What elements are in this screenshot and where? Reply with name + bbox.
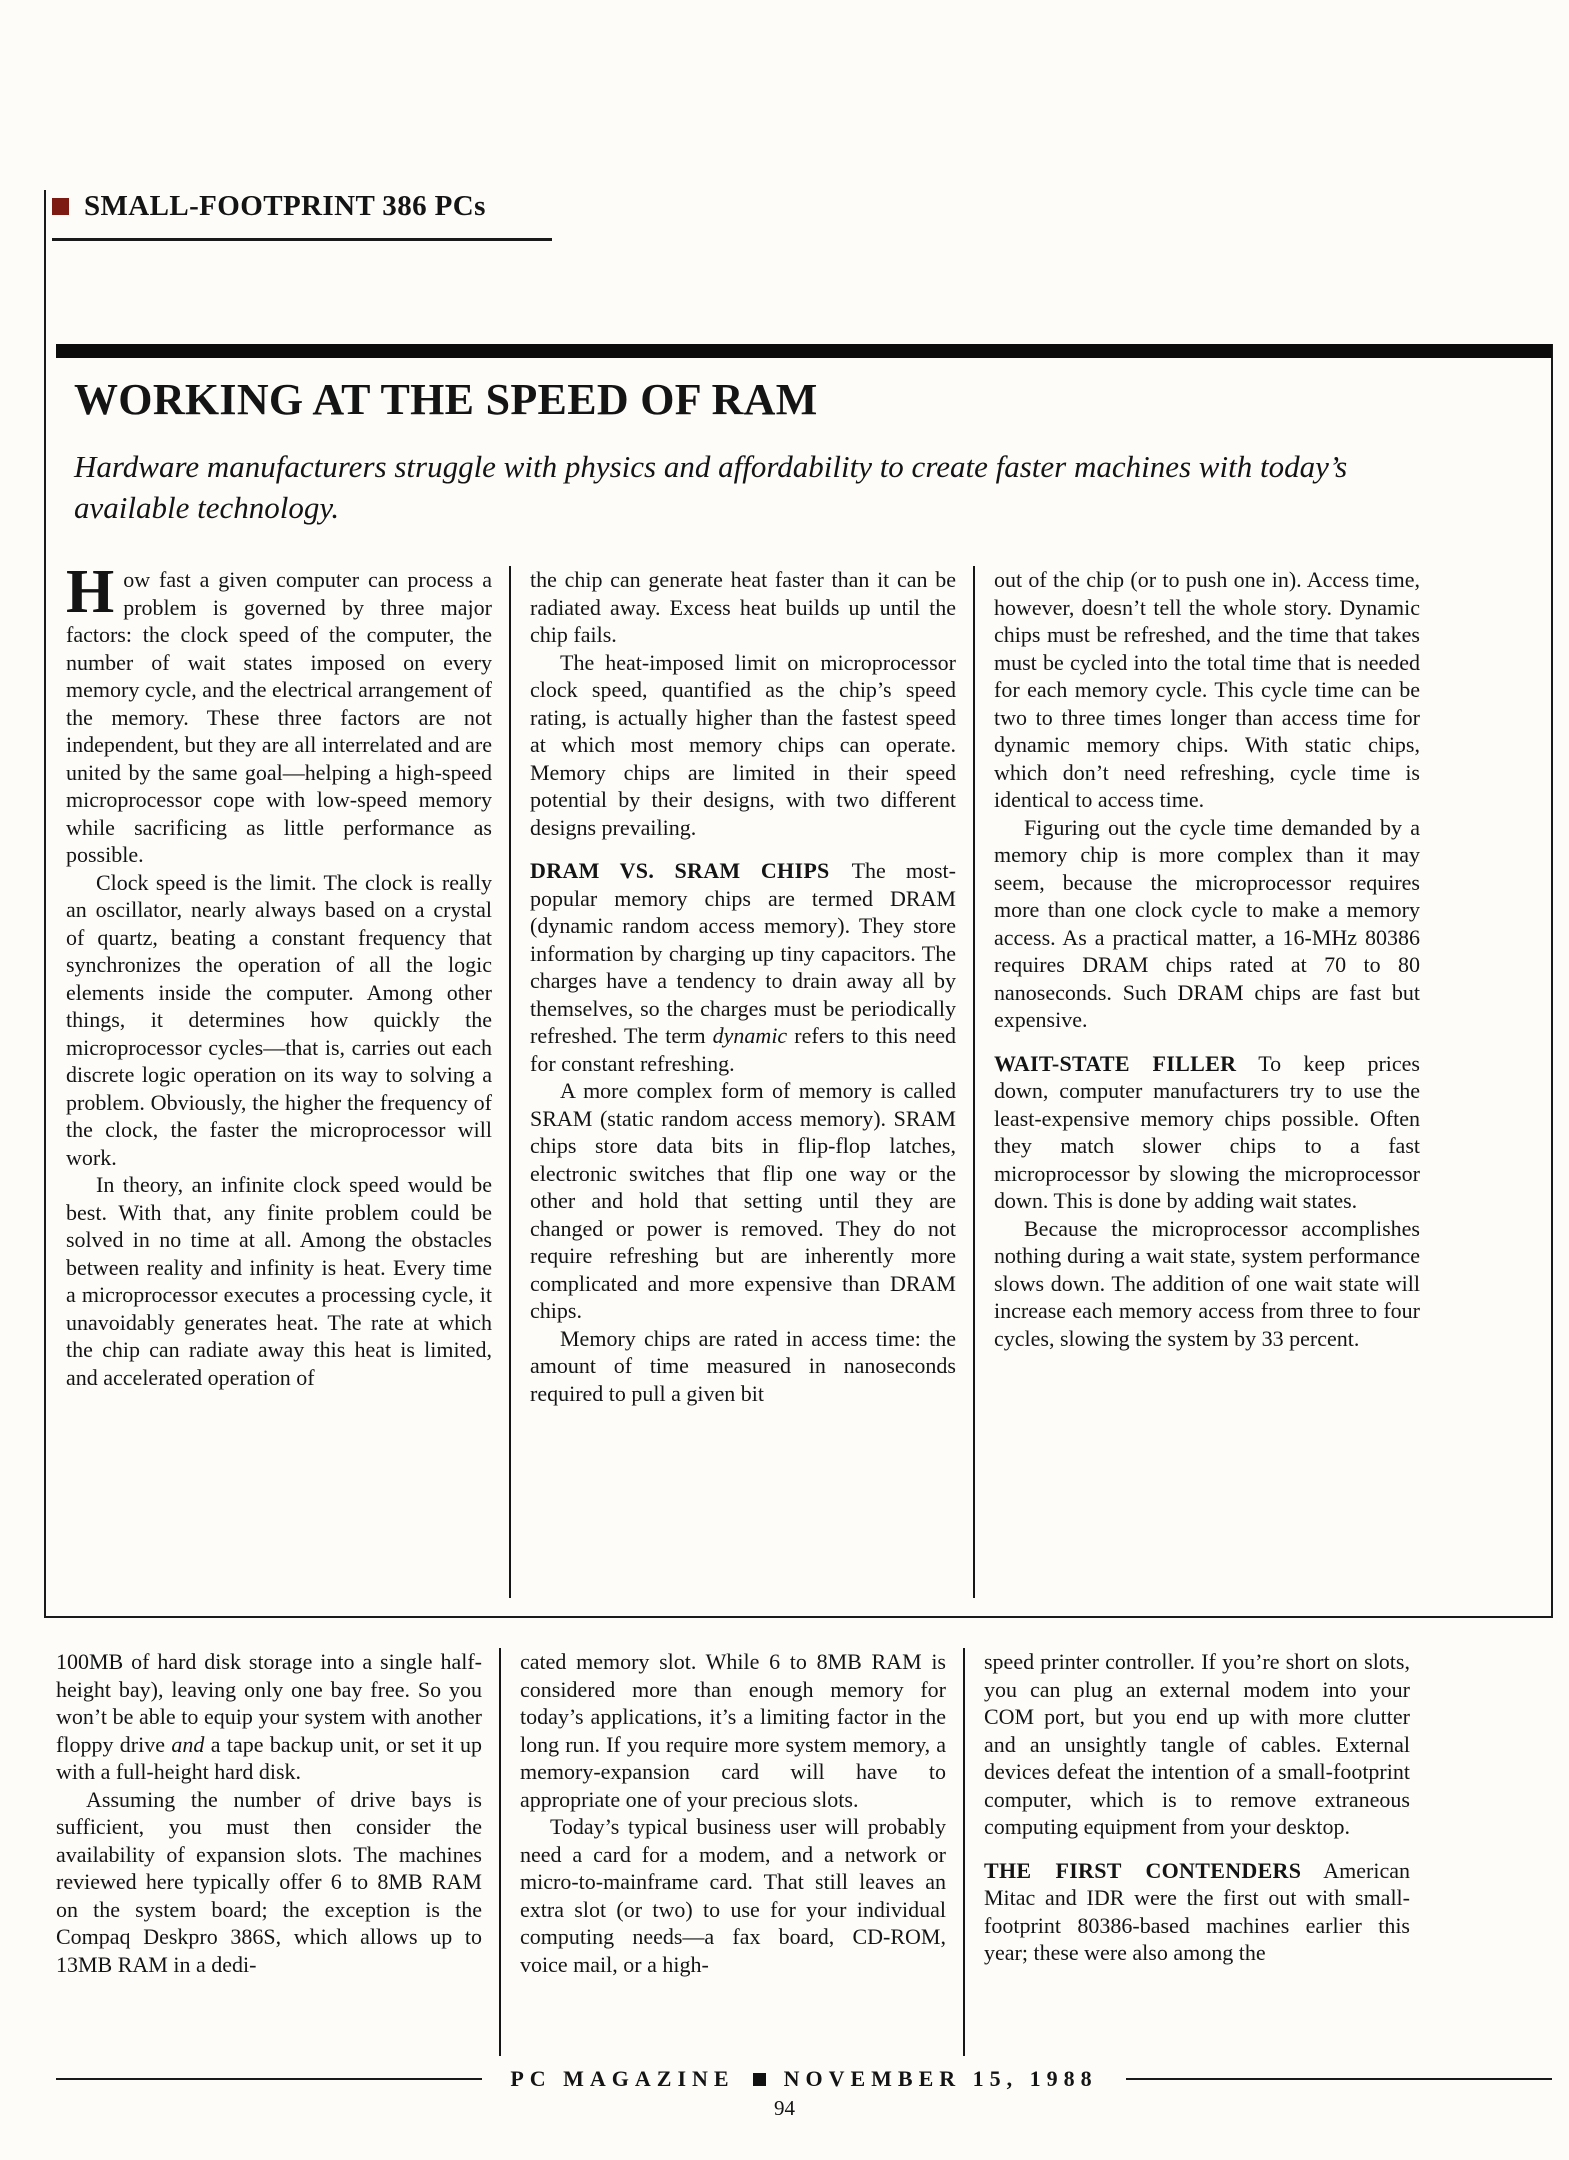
article-title: WORKING AT THE SPEED OF RAM <box>74 375 818 424</box>
article-columns <box>66 558 1437 1598</box>
left-border-rule <box>44 190 46 1618</box>
continuation-columns <box>56 1648 1427 2056</box>
footer-rule-left <box>56 2078 482 2080</box>
run-in-heading: WAIT-STATE FILLER <box>994 1050 1237 1076</box>
kicker-label: SMALL-FOOTPRINT 386 PCs <box>84 190 486 222</box>
article-column-2 <box>509 566 973 1598</box>
article-column-3 <box>973 566 1437 1598</box>
right-border-rule <box>1551 344 1553 1618</box>
paragraph: speed printer controller. If you’re short on slots, you can plug an external modem into your COM port, but you end up with more clutter and an unsightly tangle of cables. External devices defeat the intention of a small-footprint computer, which is to remove extraneous computing equipment from your desktop. <box>984 1649 1410 1839</box>
paragraph: Figuring out the cycle time demanded by a memory chip is more complex than it may seem, because the microprocessor requires more than one clock cycle to make a memory access. As a practical matter, a 16-MHz 80386 requires DRAM chips rated at 70 to 80 nanoseconds. Such DRAM chips are fast but expensive. <box>994 814 1420 1032</box>
section-paragraph: WAIT-STATE FILLER To keep prices down, computer manufacturers try to use the least-expensive memory chips possible. Often they match slower chips to a fast microprocessor by slowing the microprocessor down. This is done by adding wait states. <box>994 1050 1420 1213</box>
page-number: 94 <box>774 2096 795 2120</box>
paragraph: Assuming the number of drive bays is sufficient, you must then consider the availability of expansion slots. The machines reviewed here typically offer 6 to 8MB RAM on the system board; the exception is the Compaq Deskpro 386S, which allows up to 13MB RAM in a dedi- <box>56 1786 482 1977</box>
section-paragraph: DRAM VS. SRAM CHIPS The most-popular memory chips are termed DRAM (dynamic random access memory). They store information by charging up tiny capacitors. The charges have a tendency to drain away all by themselves, so the charges must be periodically refreshed. The term dynamic refers to this need for constant refreshing. <box>530 858 956 1076</box>
paragraph: A more complex form of memory is called SRAM (static random access memory). SRAM chips store data bits in flip-flop latches, electronic switches that flip one way or the other and hold that setting until they are changed or power is removed. They do not require refreshing but are inherently more complicated and more expensive than DRAM chips. <box>530 1078 956 1323</box>
drop-cap: H <box>66 558 115 626</box>
continuation-column-2 <box>499 1648 963 2056</box>
continuation-column-3 <box>963 1648 1427 2056</box>
paragraph: The heat-imposed limit on microprocessor clock speed, quantified as the chip’s speed rating, is actually higher than the fastest speed at which most memory chips can operate. Memory chips are limited in their speed potential by their designs, with two different designs prevailing. <box>530 649 956 840</box>
run-in-heading: DRAM VS. SRAM CHIPS <box>530 858 830 883</box>
run-in-heading: THE FIRST CONTENDERS <box>984 1857 1302 1883</box>
paragraph: Because the microprocessor accomplishes nothing during a wait state, system performance slows down. The addition of one wait state will increase each memory access from three to four cycles, slowing the system by 33 percent. <box>994 1215 1420 1351</box>
paragraph: the chip can generate heat faster than it can be radiated away. Excess heat builds up until the chip fails. <box>530 567 956 647</box>
article-top-bar <box>56 344 1552 358</box>
paragraph: Memory chips are rated in access time: the amount of time measured in nanoseconds required to pull a given bit <box>530 1325 956 1406</box>
footer-bullet-icon <box>753 2073 766 2086</box>
article-subtitle: Hardware manufacturers struggle with physics and affordability to create faster machines with today’s available technology. <box>74 449 1348 525</box>
section-paragraph: THE FIRST CONTENDERS American Mitac and IDR were the first out with small-footprint 80386-based machines earlier this year; these were also among the <box>984 1857 1410 1965</box>
article-column-1 <box>66 558 509 1598</box>
paragraph: 100MB of hard disk storage into a single half-height bay), leaving only one bay free. So you won’t be able to equip your system with another floppy drive and a tape backup unit, or set it up with a full-height hard disk. <box>56 1649 482 1784</box>
kicker-rule <box>52 238 552 241</box>
footer-rule-right <box>1126 2078 1552 2080</box>
section-kicker <box>52 190 486 223</box>
paragraph: out of the chip (or to push one in). Access time, however, doesn’t tell the whole story. Dynamic chips must be refreshed, and the time that takes must be cycled into the total time that is needed for each memory cycle. This cycle time can be two to three times longer than access time for dynamic memory chips. With static chips, which don’t need refreshing, cycle time is identical to access time. <box>994 567 1420 812</box>
paragraph: In theory, an infinite clock speed would be best. With that, any finite problem could be solved in no time at all. Among the obstacles between reality and infinity is heat. Every time a microprocessor executes a processing cycle, it unavoidably generates heat. The rate at which the chip can radiate away this heat is limited, and accelerated operation of <box>66 1172 492 1390</box>
page-footer <box>56 2066 1552 2092</box>
article-bottom-rule <box>44 1616 1553 1618</box>
footer-date: NOVEMBER 15, 1988 <box>783 2066 1098 2091</box>
paragraph: How fast a given computer can process a problem is governed by three major factors: the clock speed of the computer, the number of wait states imposed on every memory cycle, and the electrical arrangement of the memory. These three factors are not independent, but they are all interrelated and are united by the same goal—helping a high-speed microprocessor cope with low-speed memory while sacrificing as little performance as possible. <box>66 558 492 867</box>
footer-text <box>510 2066 1097 2092</box>
continuation-column-1 <box>56 1648 499 2056</box>
paragraph: Today’s typical business user will probably need a card for a modem, and a network or micro-to-mainframe card. That still leaves an extra slot (or two) to use for your individual computing needs—a fax board, CD-ROM, voice mail, or a high- <box>520 1814 946 1977</box>
paragraph: cated memory slot. While 6 to 8MB RAM is considered more than enough memory for today’s applications, it’s a limiting factor in the long run. If you require more system memory, a memory-expansion card will have to appropriate one of your precious slots. <box>520 1649 946 1812</box>
footer-magazine: PC MAGAZINE <box>510 2066 735 2091</box>
paragraph: Clock speed is the limit. The clock is really an oscillator, nearly always based on a crystal of quartz, beating a constant frequency that synchronizes the operation of all the logic elements inside the computer. Among other things, it determines how quickly the microprocessor cycles—that is, carries out each discrete logic operation on its way to solving a problem. Obviously, the higher the frequency of the clock, the faster the microprocessor will work. <box>66 869 492 1170</box>
kicker-bullet-icon <box>52 198 69 215</box>
